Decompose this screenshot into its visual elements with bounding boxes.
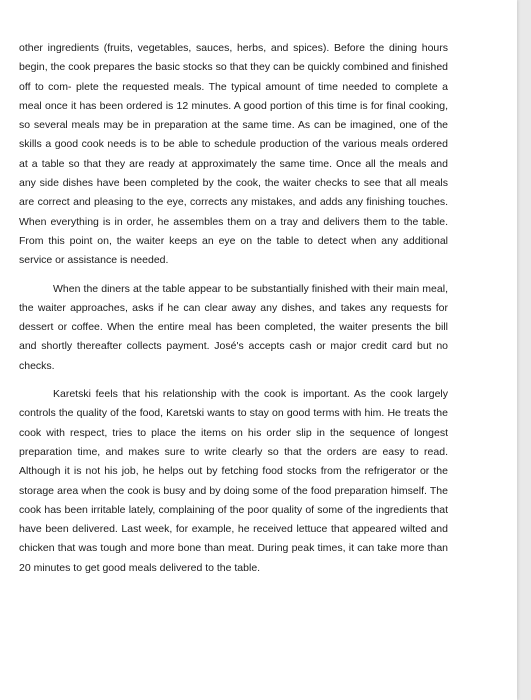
paragraph-cook-relationship: Karetski feels that his relationship with the cook is important. As the cook largely controls the quality of the food, Karetski wants to stay on good terms with him. He treats the cook with respect, tries to place the items on his order slip in the sequence of longest preparation time, and makes sure to write clearly so that the orders are easy to read. Although it is not his job, he helps out by fetching food stocks from the refrigerator or the storage area when the cook is busy and by doing some of the food preparation himself. The cook has been irritable lately, complaining of the poor quality of some of the ingredients that have been delivered. Last week, for example, he received lettuce that appeared wilted and chicken that was tough and more bone than meat. During peak times, it can take more than 20 minutes to get good meals delivered to the table. xyxy=(19,388,448,574)
paragraph-continuation: other ingredients (fruits, vegetables, sauces, herbs, and spices). Before the dining hours begin, the cook prepares the basic stocks so that they can be quickly combined and finished off to com- plete the requested meals. The typical amount of time needed to complete a meal once it has been ordered is 12 minutes. A good portion of this time is for final cooking, so several meals may be in preparation at the same time. As can be imagined, one of the skills a good cook needs is to be able to schedule production of the various meals ordered at a table so that they are ready at approximately the same time. Once all the meals and any side dishes have been completed by the cook, the waiter checks to see that all meals are correct and pleasing to the eye, corrects any mistakes, and adds any finishing touches. When everything is in order, he assembles them on a tray and delivers them to the table. From this point on, the waiter keeps an eye on the table to detect when any additional service or assistance is needed. xyxy=(19,42,448,267)
document-body xyxy=(19,39,448,578)
paragraph-diners-finishing: When the diners at the table appear to be substantially finished with their main meal, the waiter approaches, asks if he can clear away any dishes, and takes any requests for dessert or coffee. When the entire meal has been completed, the waiter presents the bill and shortly thereafter collects payment. José's accepts cash or major credit card but no checks. xyxy=(19,282,448,372)
